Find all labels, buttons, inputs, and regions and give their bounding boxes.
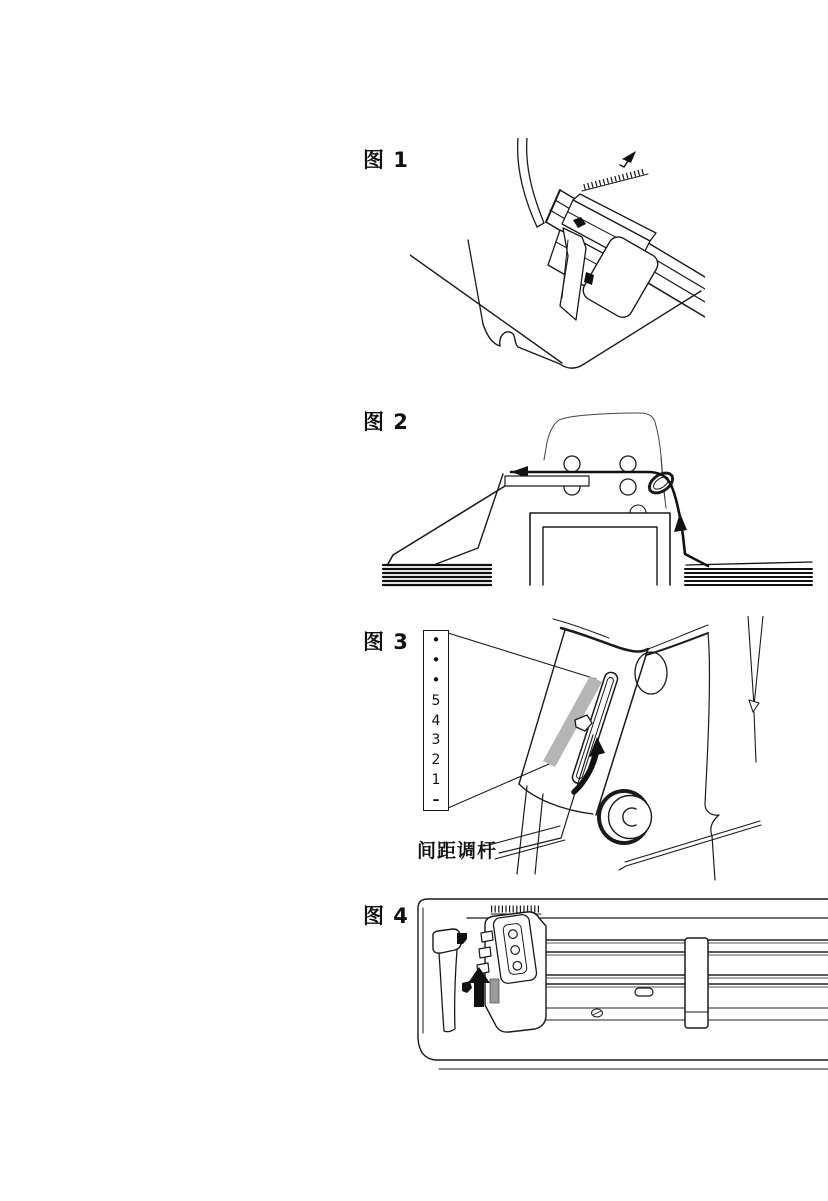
figure-4-drawing [405, 893, 828, 1088]
figure-2-drawing [378, 396, 814, 602]
up-arrow-icon [674, 513, 687, 532]
scale-item: – [432, 792, 440, 809]
tractor-unit [477, 912, 546, 1032]
gap-lever-annotation: 间距调杆 [417, 840, 498, 862]
annotation-leader [499, 735, 593, 853]
scale-leader-bottom [448, 764, 549, 808]
scale-item: • [431, 651, 441, 670]
scale-item: 1 [431, 772, 441, 789]
paper-stack-right [685, 562, 812, 585]
figure-3 [363, 616, 773, 888]
screw-hole [592, 1009, 603, 1017]
ruler-scale [582, 171, 648, 191]
rail-tab [635, 988, 653, 996]
scale-item: • [431, 631, 441, 650]
scale-item: 2 [431, 752, 441, 769]
pointer-arrow-icon [620, 151, 636, 167]
figure-4-label: 图 4 [363, 904, 409, 928]
printer-silhouette [544, 413, 666, 508]
printer-stand [530, 505, 670, 585]
scale-leader-top [448, 633, 596, 679]
paper-stack-left [383, 565, 491, 585]
thickness-scale-box [423, 630, 449, 811]
figure-1-drawing [410, 138, 705, 378]
scale-item: 4 [431, 712, 441, 729]
paper-load-icon [457, 933, 467, 944]
figure-3-label: 图 3 [363, 630, 409, 654]
right-tractor-block [685, 938, 708, 1028]
output-shelf [505, 476, 589, 486]
figure-1 [363, 138, 708, 386]
scale-item: 5 [431, 692, 441, 709]
scale-item: 3 [431, 732, 441, 749]
gray-lock-tab [490, 979, 499, 1003]
figure-4 [363, 893, 828, 1093]
figure-2 [363, 396, 818, 608]
figure-2-label: 图 2 [363, 410, 409, 434]
cover-edge [748, 616, 763, 762]
platen-knob [598, 790, 652, 844]
lock-lever [433, 929, 461, 1032]
scale-item: • [431, 671, 441, 690]
figure-1-label: 图 1 [363, 148, 409, 172]
